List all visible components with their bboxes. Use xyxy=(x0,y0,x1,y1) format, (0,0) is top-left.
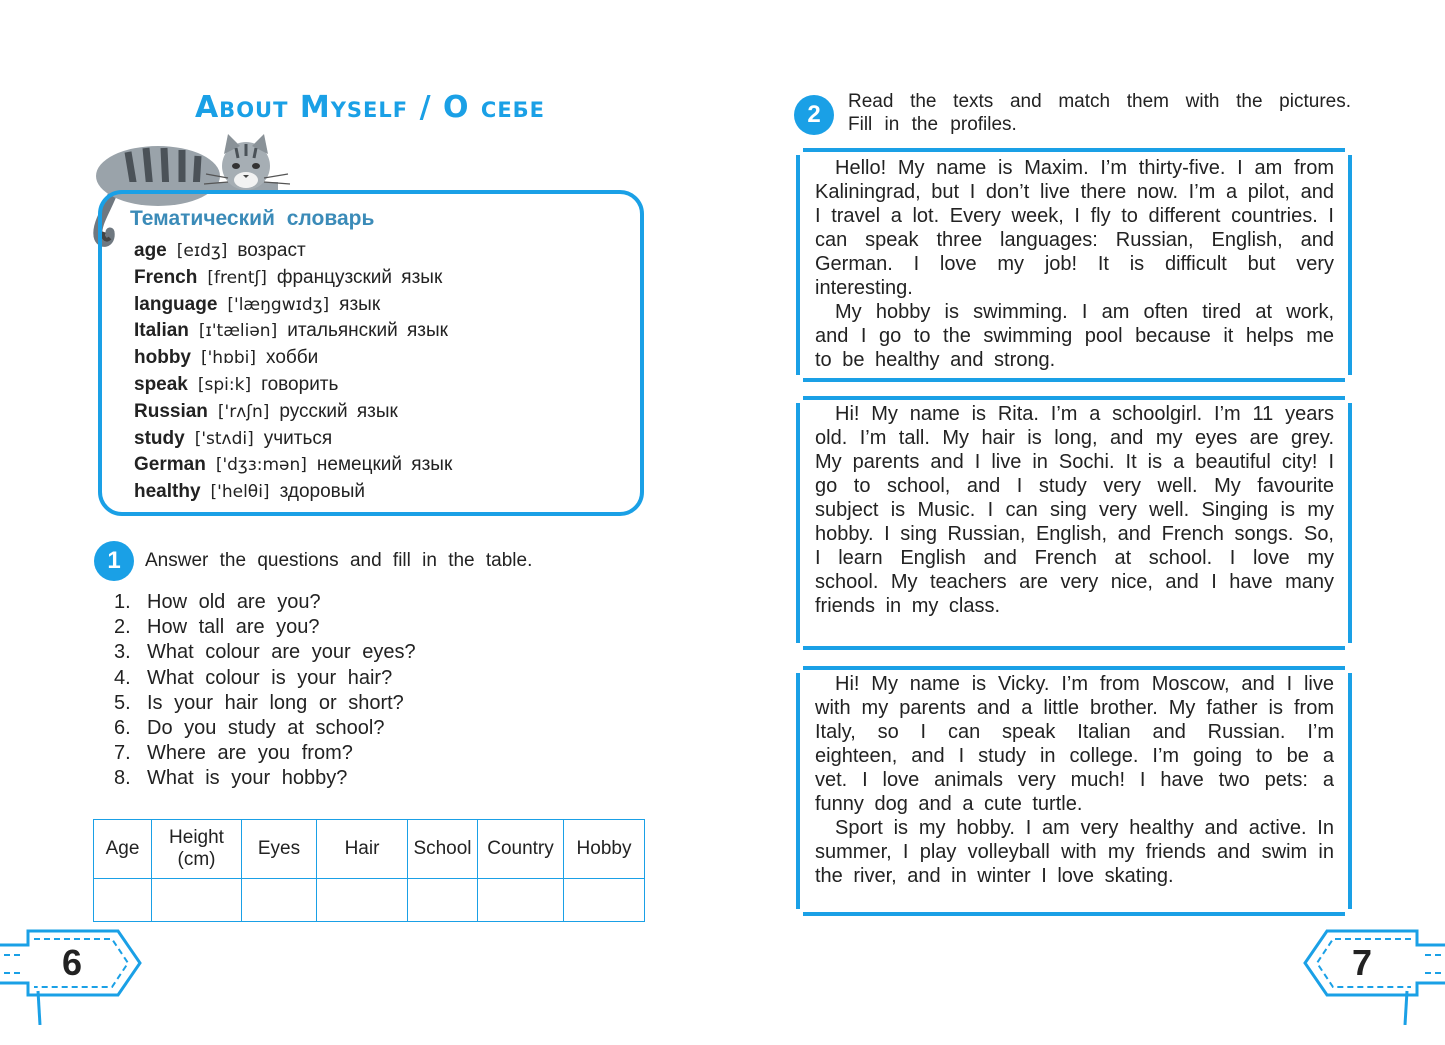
text-paragraph: Hi! My name is Vicky. I’m from Moscow, and I live with my parents and a little brother. My father is from Italy, so I can speak Italian and Russian. I’m eighteen, and I study in college. I’m going to be a vet. I love animals very much! I have two pets: a funny dog and a cute turtle. xyxy=(815,673,1334,815)
table-input-cell[interactable] xyxy=(317,879,408,922)
panel-corner xyxy=(1345,643,1355,653)
panel-corner xyxy=(793,909,803,919)
exercise-1-instruction: Answer the questions and fill in the table. xyxy=(145,550,533,571)
question-text: Where are you from? xyxy=(147,742,353,765)
table-header-cell: School xyxy=(408,820,478,879)
panel-corner xyxy=(793,145,803,155)
question-number: 5. xyxy=(114,691,131,714)
vocabulary-item xyxy=(134,238,452,265)
panel-corner xyxy=(793,375,803,385)
panel-corner xyxy=(1345,145,1355,155)
table-header-cell: Hobby xyxy=(564,820,645,879)
vocabulary-item xyxy=(134,292,452,319)
table-header-cell: Eyes xyxy=(242,820,317,879)
panel-corner xyxy=(1345,909,1355,919)
vocab-transcription: ['helθi] xyxy=(210,482,270,503)
panel-corner xyxy=(793,393,803,403)
question-number: 4. xyxy=(114,666,131,689)
text-paragraph: Hi! My name is Rita. I’m a schoolgirl. I’m 11 years old. I’m tall. My hair is long, and my eyes are grey. My parents and I live in Sochi. It is a beautiful city! I go to school, and I study very well. My favourite subject is Music. I can sing very well. Singing is my hobby. I sing Russian, English, and French songs. So, I learn English and French at school. I love my school. My teachers are very nice, and I have many friends in my class. xyxy=(815,403,1334,617)
vocabulary-item xyxy=(134,345,452,372)
vocab-word: French xyxy=(134,266,198,288)
question-text: Is your hair long or short? xyxy=(147,691,404,714)
panel-corner xyxy=(793,663,803,673)
text-paragraph: Hello! My name is Maxim. I’m thirty-five. I am from Kaliningrad, but I don’t live there now. I’m a pilot, and I travel a lot. Every week, I fly to different countries. I can speak three languages: Russian, English, and German. I love my job! It is difficult but very interesting. xyxy=(815,157,1334,299)
question-number: 7. xyxy=(114,742,131,765)
panel-corner xyxy=(793,643,803,653)
table-input-cell[interactable] xyxy=(242,879,317,922)
question-number: 6. xyxy=(114,716,131,739)
question-item xyxy=(114,741,416,766)
vocabulary-item xyxy=(134,426,452,453)
vocab-translation: возраст xyxy=(237,240,306,261)
question-item xyxy=(114,590,416,615)
text-vicky xyxy=(815,672,1334,888)
table-row xyxy=(94,879,645,922)
table-header-row xyxy=(94,820,645,879)
question-item xyxy=(114,766,416,791)
vocab-word: hobby xyxy=(134,347,191,369)
vocab-transcription: [spi:k] xyxy=(197,374,252,395)
vocab-translation: здоровый xyxy=(279,481,366,503)
vocab-word: Russian xyxy=(134,400,208,422)
table-header-cell: Hair xyxy=(317,820,408,879)
question-text: How tall are you? xyxy=(147,616,320,639)
panel-corner xyxy=(1345,663,1355,673)
vocab-translation: немецкий язык xyxy=(316,454,453,476)
vocab-translation: язык xyxy=(339,293,381,315)
question-number: 3. xyxy=(114,641,131,664)
panel-corner xyxy=(1345,393,1355,403)
table-input-cell[interactable] xyxy=(408,879,478,922)
question-number: 1. xyxy=(114,591,131,613)
page-number-right: 7 xyxy=(1352,942,1373,983)
question-list xyxy=(114,590,416,792)
text-maxim xyxy=(815,156,1334,372)
panel-corner xyxy=(1345,375,1355,385)
vocab-transcription: [ɪ'tæliən] xyxy=(198,321,278,342)
exercise-2-badge: 2 xyxy=(794,95,834,135)
table-input-cell[interactable] xyxy=(94,879,152,922)
text-rita xyxy=(815,402,1334,618)
page-title: About Myself / О себе xyxy=(194,90,546,125)
vocab-word: speak xyxy=(134,373,188,395)
vocab-translation: учиться xyxy=(263,427,333,449)
exercise-2-instruction: Read the texts and match them with the pictures. Fill in the profiles. xyxy=(848,91,1351,135)
table-input-cell[interactable] xyxy=(564,879,645,922)
text-paragraph: Sport is my hobby. I am very healthy and active. In summer, I play volleyball with my friends and swim in the river, and in winter I love skating. xyxy=(815,817,1334,887)
table-header-text: (cm) xyxy=(177,849,216,870)
table-header-cell xyxy=(152,820,242,879)
vocab-transcription: [eɪdʒ] xyxy=(176,241,228,261)
vocab-word: Italian xyxy=(134,320,189,342)
vocab-transcription: ['læŋgwɪdʒ] xyxy=(227,294,330,315)
question-item xyxy=(114,666,416,691)
table-input-cell[interactable] xyxy=(478,879,564,922)
vocab-word: language xyxy=(134,293,218,315)
vocab-transcription: [frentʃ] xyxy=(207,267,267,288)
question-text: How old are you? xyxy=(147,591,321,613)
question-number: 8. xyxy=(114,767,131,790)
question-text: What colour is your hair? xyxy=(147,666,393,689)
question-text: What is your hobby? xyxy=(147,767,348,790)
vocabulary-heading: Тематический словарь xyxy=(130,207,375,230)
text-paragraph: My hobby is swimming. I am often tired at work, and I go to the swimming pool because it helps me to be healthy and strong. xyxy=(815,301,1334,371)
vocab-word: study xyxy=(134,427,185,449)
vocab-transcription: ['rʌʃn] xyxy=(217,401,270,422)
table-header-cell: Country xyxy=(478,820,564,879)
table-header-text: Height xyxy=(169,827,224,848)
vocab-word: age xyxy=(134,240,167,261)
vocabulary-item xyxy=(134,399,452,426)
vocabulary-list xyxy=(134,238,452,506)
page-number-left: 6 xyxy=(62,942,83,983)
question-text: Do you study at school? xyxy=(147,716,385,739)
vocab-transcription: ['hɒbi] xyxy=(201,348,257,369)
vocabulary-item xyxy=(134,372,452,399)
question-item xyxy=(114,716,416,741)
vocab-word: healthy xyxy=(134,481,201,503)
question-item xyxy=(114,615,416,640)
exercise-1-badge: 1 xyxy=(94,541,134,581)
vocab-transcription: ['dʒɜ:mən] xyxy=(215,455,307,476)
vocab-translation: говорить xyxy=(261,373,339,395)
question-item xyxy=(114,691,416,716)
vocabulary-item xyxy=(134,318,452,345)
page-tag-right xyxy=(1300,925,1445,1025)
question-item xyxy=(114,640,416,665)
vocabulary-item xyxy=(134,265,452,292)
vocab-translation: русский язык xyxy=(279,400,398,422)
vocabulary-item xyxy=(134,452,452,479)
vocab-transcription: ['stʌdi] xyxy=(194,428,254,449)
vocab-translation: хобби xyxy=(266,347,319,369)
vocabulary-item xyxy=(134,479,452,506)
question-text: What colour are your eyes? xyxy=(147,641,416,664)
table-header-cell: Age xyxy=(94,820,152,879)
question-number: 2. xyxy=(114,616,131,639)
profile-table xyxy=(93,819,645,922)
vocab-translation: итальянский язык xyxy=(287,320,448,342)
table-input-cell[interactable] xyxy=(152,879,242,922)
vocab-translation: французский язык xyxy=(276,266,443,288)
vocab-word: German xyxy=(134,454,206,476)
